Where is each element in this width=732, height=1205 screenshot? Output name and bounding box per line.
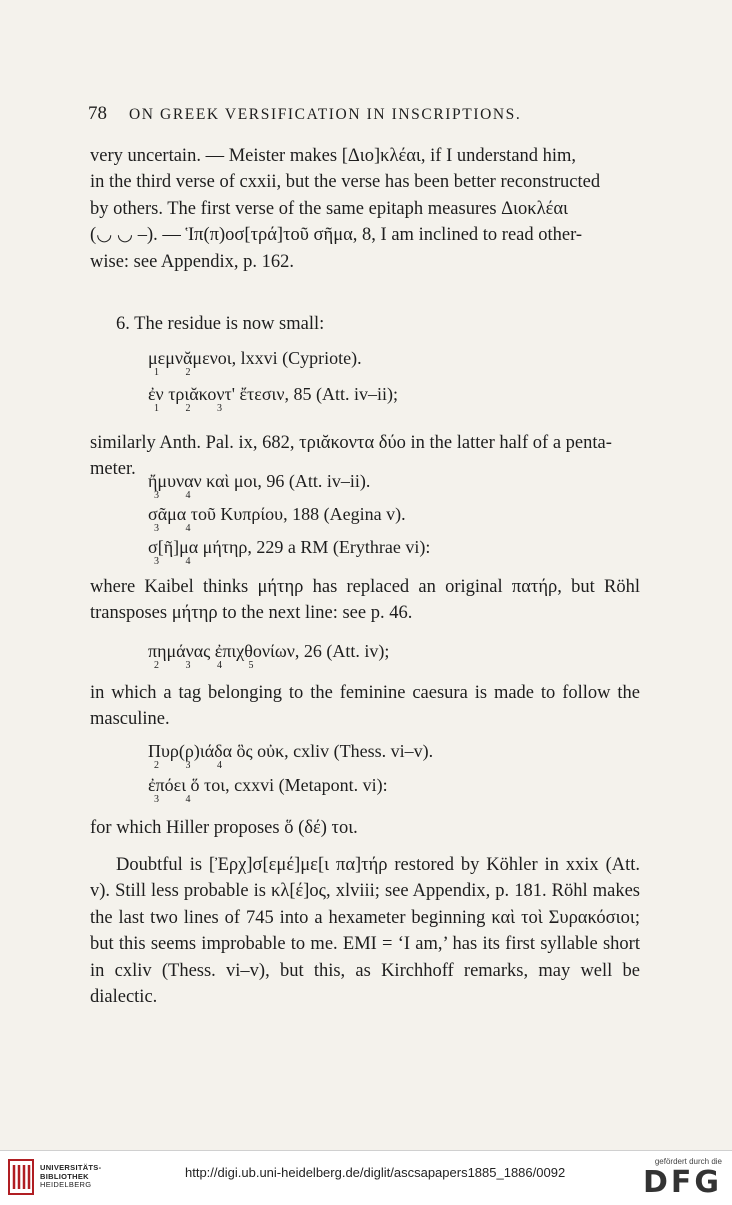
library-logo[interactable] [8,1159,101,1195]
library-line-1: UNIVERSITÄTS- [40,1163,102,1173]
example-text: ἐν τριᾰκοντ' ἔτεσιν, 85 (Att. iv–ii); [148,384,399,404]
example-line [148,536,430,567]
permalink-url[interactable]: http://digi.ub.uni-heidelberg.de/diglit/ascsapapers1885_1886/0092 [185,1165,566,1180]
p1-line-5: wise: see Appendix, p. 162. [90,251,294,272]
paragraph-5: in which a tag belonging to the feminine caesura is made to follow the masculine. [90,683,640,730]
p1-line-3: by others. The first verse of the same epitaph measures Διοκλέαι [90,198,569,219]
p1-line-4: (◡ ◡ –). — Ἱπ(π)οσ[τρά]τοῦ σῆμα, 8, I am inclined to read other- [90,225,583,246]
metrical-marks: 1 2 [154,367,203,379]
paragraph-7: Doubtful is [Ἐρχ]σ[εμέ]με[ι πα]τήρ restored by Köhler in xxix (Att. v). Still less probable is κλ[έ]ος, xlviii; see Appendix, p. 181. Röhl makes the last two lines of 745 into a hexameter beginning καὶ τοὶ Συρακόσιοι; but this seems improbable to me. EMI = ‘I am,’ has its first syllable short in cxliv (Thess. vi–v), but this, as Kirchhoff remarks, may well be dialectic. [90,855,640,1008]
example-line [148,383,398,414]
example-line [148,774,388,805]
paragraph-6: for which Hiller proposes ὅ (δέ) τοι. [90,818,358,838]
paragraph-2: 6. The residue is now small: [116,314,325,334]
example-line [148,503,406,534]
example-text: ἤμυναν καὶ μοι, 96 (Att. iv–ii). [148,471,371,491]
metrical-marks: 1 2 3 [154,403,234,415]
metrical-marks: 3 4 [154,556,203,568]
library-line-2: BIBLIOTHEK [40,1171,89,1181]
dfg-logo[interactable] [643,1157,722,1198]
p1-line-1: very uncertain. — Meister makes [Διο]κλέαι, if I understand him, [90,146,577,166]
example-text: ἐπόει ὅ τοι, cxxvi (Metapont. vi): [148,775,388,795]
p3-line-2: meter. [90,459,136,480]
example-line [148,470,370,501]
paragraph-1 [90,143,640,275]
example-text: πημάνας ἐπιχθονίων, 26 (Att. iv); [148,641,390,661]
example-text: σ[ῆ]μα μήτηρ, 229 a RM (Erythrae vi): [148,537,431,557]
library-emblem-icon [8,1159,34,1195]
example-line [148,640,389,671]
running-title: ON GREEK VERSIFICATION IN INSCRIPTIONS. [129,106,522,123]
library-line-3: HEIDELBERG [40,1180,92,1190]
example-text: Πυρ(ρ)ιάδα ὃς οὐκ, cxliv (Thess. vi–v). [148,741,434,761]
metrical-marks: 2 3 4 5 [154,660,266,672]
running-header [88,103,648,125]
paragraph-4: where Kaibel thinks μήτηρ has replaced an original πατήρ, but Röhl transposes μήτηρ to the next line: see p. 46. [90,577,640,624]
metrical-marks: 3 4 [154,794,203,806]
metrical-marks: 3 4 [154,523,203,535]
page-number: 78 [88,103,107,124]
p3-line-1: similarly Anth. Pal. ix, 682, τριᾰκοντα δύο in the latter half of a penta- [90,433,612,453]
example-line [148,740,433,771]
example-text: σᾶμα τοῦ Κυπρίου, 188 (Aegina v). [148,504,406,524]
p1-line-2: in the third verse of cxxii, but the verse has been better reconstructed [90,172,601,193]
digital-library-footer [0,1150,732,1205]
example-text: μεμνᾰμενοι, lxxvi (Cypriote). [148,348,362,368]
dfg-wordmark: DFG [642,1165,722,1200]
library-name [40,1164,101,1190]
metrical-marks: 3 4 [154,490,203,502]
dfg-caption: gefördert durch die [654,1157,722,1166]
example-line [148,347,362,378]
metrical-marks: 2 3 4 [154,760,234,772]
